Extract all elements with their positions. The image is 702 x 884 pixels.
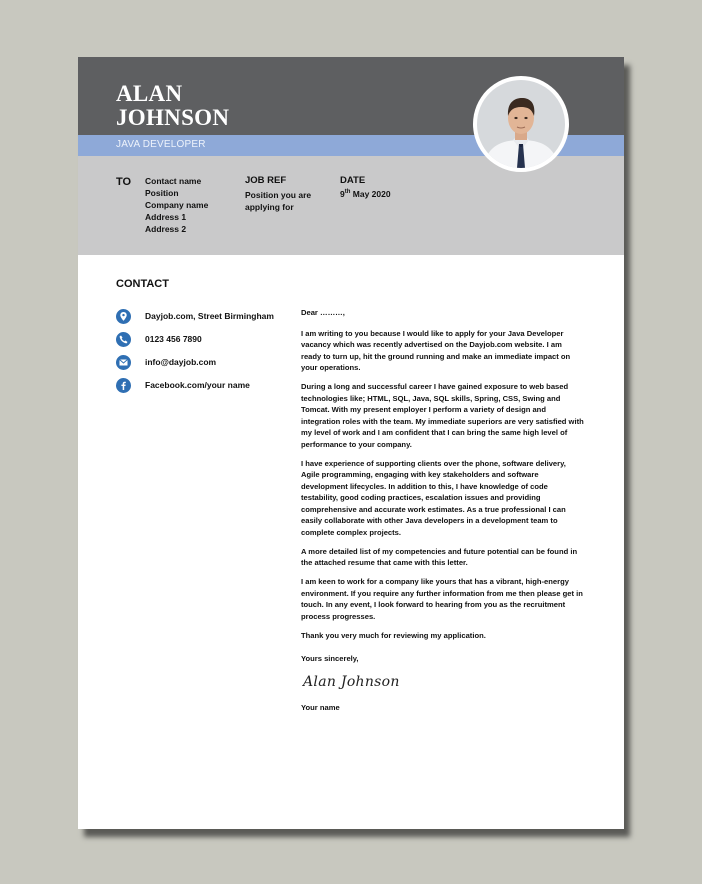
- closing: Yours sincerely,: [301, 654, 359, 663]
- facebook-icon: [116, 378, 131, 393]
- job-ref-label: JOB REF: [245, 175, 287, 186]
- letter-paragraph: Thank you very much for reviewing my application.: [301, 630, 486, 640]
- contact-phone-text: 0123 456 7890: [145, 334, 202, 344]
- letter-paragraph: I have experience of supporting clients over the phone, software delivery, Agile programming, engaging with key stakeholders and software development lifecycles. In addition to this, I have knowledge of code testability, good coding practices, escalation issues and providing comprehensive and accurate work estimates. As a true professional I can easily collaborate with other Java developers in a development team to complete complex projects.: [301, 458, 566, 537]
- date-day: 9: [340, 189, 345, 199]
- job-ref-value: [245, 189, 311, 213]
- contact-facebook-text: Facebook.com/your name: [145, 380, 250, 390]
- job-title: JAVA DEVELOPER: [116, 139, 206, 150]
- first-name: ALAN: [116, 81, 183, 106]
- letter-body: [301, 307, 584, 721]
- date-value: [340, 189, 391, 199]
- recipient-line: Company name: [145, 200, 209, 210]
- email-icon: [116, 355, 131, 370]
- date-suffix: th: [344, 189, 351, 196]
- portrait-illustration: [477, 80, 565, 168]
- date-month-year: May 2020: [350, 189, 391, 199]
- contact-email-text: info@dayjob.com: [145, 357, 217, 367]
- date-label: DATE: [340, 175, 366, 186]
- phone-icon: [116, 332, 131, 347]
- salutation: Dear ………,: [301, 308, 345, 317]
- applicant-name: [116, 82, 229, 130]
- signature: Alan Johnson: [303, 673, 400, 690]
- contact-heading: CONTACT: [116, 278, 169, 290]
- letter-paragraph: I am writing to you because I would like to apply for your Java Developer vacancy which was recently advertised on the Dayjob.com website. I am ready to turn up, hit the ground running and make an immediate impact on your operations.: [301, 328, 571, 372]
- recipient-line: Position: [145, 188, 179, 198]
- recipient-line: Address 1: [145, 212, 187, 222]
- letter-paragraph: During a long and successful career I have gained exposure to web based technologies like; HTML, SQL, Java, SQL skills, Spring, CSS, Swing and Tomcat. With my present employer I perform a variety of design and integration roles with the team. My immediate superiors are very satisfied with my level of work and I am confident that I can bring the same high level of performance to your company.: [301, 382, 584, 449]
- location-pin-icon: [116, 309, 131, 324]
- to-label: TO: [116, 176, 132, 188]
- letter-paragraph: A more detailed list of my competencies and future potential can be found in the attached resume that came with this letter.: [301, 546, 578, 567]
- recipient-line: Contact name: [145, 176, 202, 186]
- last-name: JOHNSON: [116, 105, 230, 130]
- letter-paragraph: I am keen to work for a company like yours that has a vibrant, high-energy environment. If you require any further information from me then please get in touch. In any event, I look forward to hearing from you as the recruitment process progresses.: [301, 577, 583, 621]
- recipient-address: [145, 175, 208, 235]
- job-ref-line: applying for: [245, 202, 294, 212]
- signatory-name: Your name: [301, 703, 340, 712]
- recipient-info-band: [78, 156, 624, 255]
- recipient-line: Address 2: [145, 224, 187, 234]
- contact-address-text: Dayjob.com, Street Birmingham: [145, 311, 274, 321]
- job-ref-line: Position you are: [245, 190, 312, 200]
- cover-letter-page: [78, 57, 624, 829]
- profile-photo: [473, 76, 569, 172]
